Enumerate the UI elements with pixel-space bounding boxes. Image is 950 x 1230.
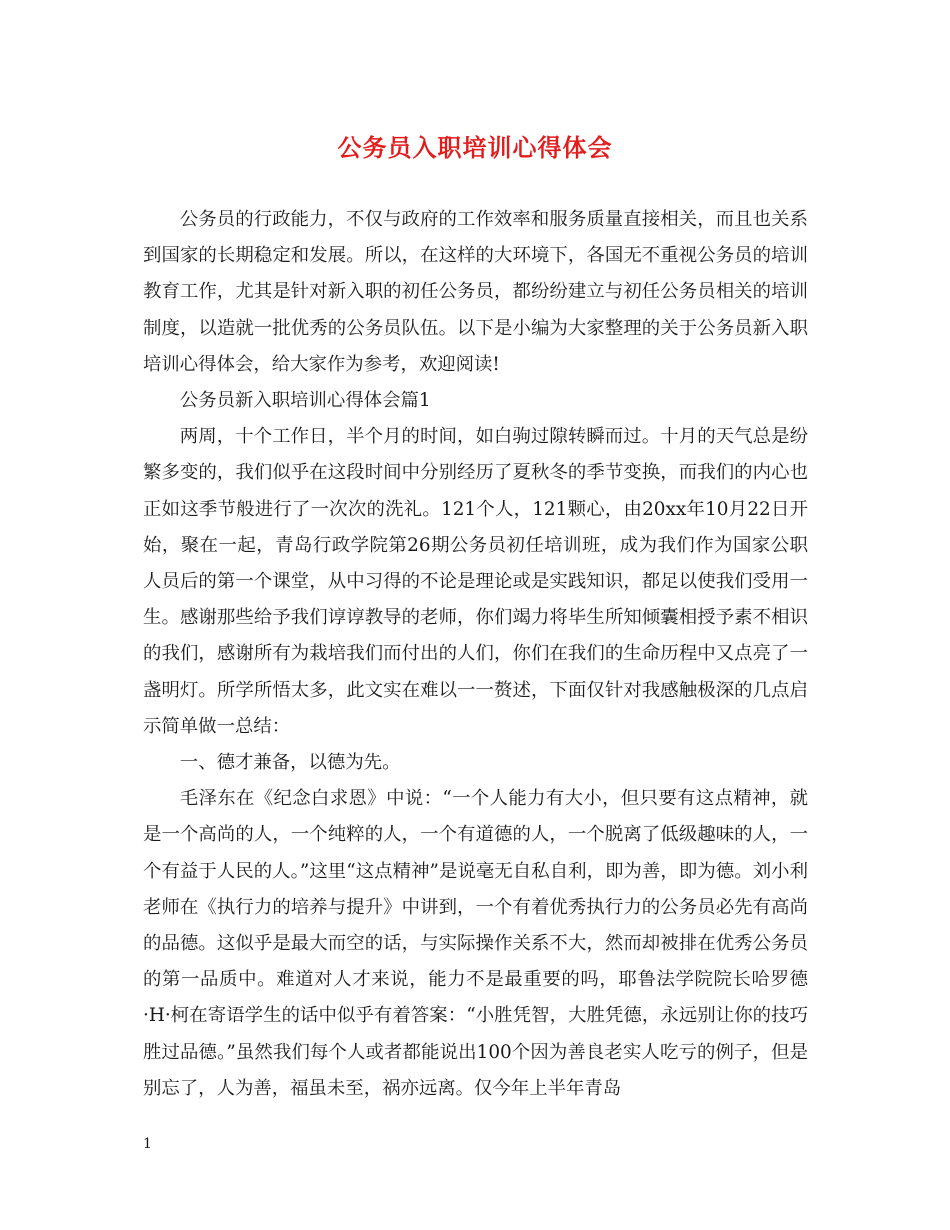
section-heading-part-1: 公务员新入职培训心得体会篇1	[179, 390, 431, 412]
body-paragraph: 两周，十个工作日，半个月的时间，如白驹过隙转瞬而过。十月的天气总是纷繁多变的，我们似乎在这段时间中分别经历了夏秋冬的季节变换，而我们的内心也正如这季节般进行了一次次的洗礼。121个人，121颗心，由20xx年10月22日开始，聚在一起，青岛行政学院第26期公务员初任培训班，成为我们作为国家公职人员后的第一个课堂，从中习得的不论是理论或是实践知识，都足以使我们受用一生。感谢那些给予我们谆谆教导的老师，你们竭力将毕生所知倾囊相授予素不相识的我们，感谢所有为栽培我们而付出的人们，你们在我们的生命历程中又点亮了一盏明灯。所学所悟太多，此文实在难以一一赘述，下面仅针对我感触极深的几点启示简单做一总结：	[143, 426, 808, 737]
body-paragraph: 毛泽东在《纪念白求恩》中说：“一个人能力有大小，但只要有这点精神，就是一个高尚的人，一个纯粹的人，一个有道德的人，一个脱离了低级趣味的人，一个有益于人民的人。”这里“这点精神”是说毫无自私自利，即为善，即为德。刘小利老师在《执行力的培养与提升》中讲到，一个有着优秀执行力的公务员必先有高尚的品德。这似乎是最大而空的话，与实际操作关系不大，然而却被排在优秀公务员的第一品质中。难道对人才来说，能力不是最重要的吗，耶鲁法学院院长哈罗德·H·柯在寄语学生的话中似乎有着答案：“小胜凭智，大胜凭德，永远别让你的技巧胜过品德。”虽然我们每个人或者都能说出100个因为善良老实人吃亏的例子，但是别忘了，人为善，福虽未至，祸亦远离。仅今年上半年青岛	[143, 788, 808, 1099]
page-number: 1	[143, 1136, 152, 1152]
subheading-virtue: 一、德才兼备，以德为先。	[179, 752, 401, 774]
document-body	[143, 202, 808, 1107]
intro-paragraph: 公务员的行政能力，不仅与政府的工作效率和服务质量直接相关，而且也关系到国家的长期稳定和发展。所以，在这样的大环境下，各国无不重视公务员的培训教育工作，尤其是针对新入职的初任公务员，都纷纷建立与初任公务员相关的培训制度，以造就一批优秀的公务员队伍。以下是小编为大家整理的关于公务员新入职培训心得体会，给大家作为参考，欢迎阅读!	[143, 209, 808, 375]
document-title: 公务员入职培训心得体会	[337, 133, 613, 162]
